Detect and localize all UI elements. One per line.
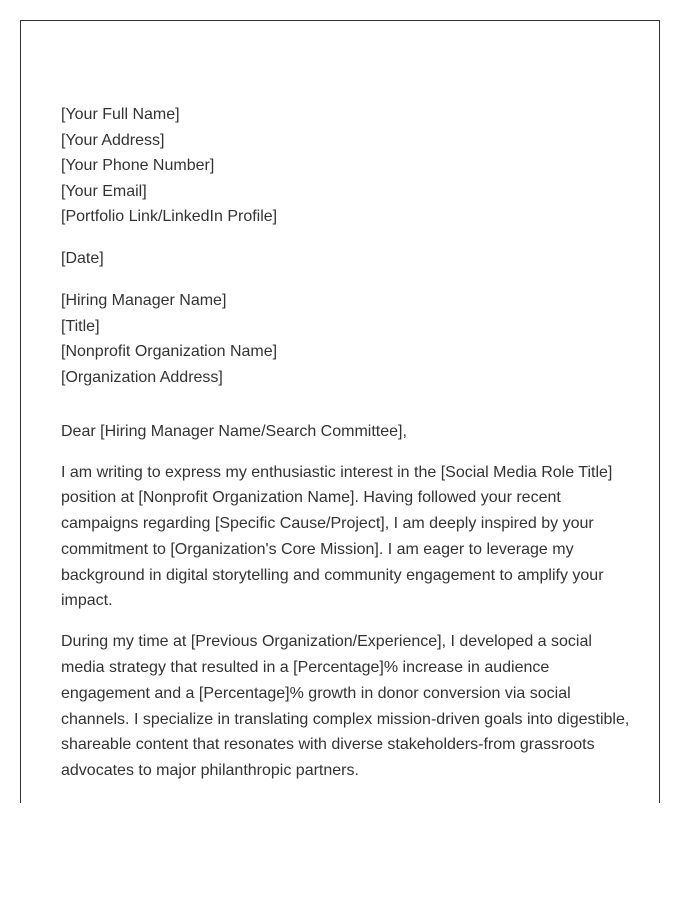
sender-phone: [Your Phone Number] [61, 157, 215, 174]
sender-portfolio: [Portfolio Link/LinkedIn Profile] [61, 208, 278, 225]
letter-date: [Date] [61, 250, 104, 267]
sender-email: [Your Email] [61, 182, 147, 200]
body-paragraph-intro: I am writing to express my enthusiastic interest in the [Social Media Role Title] position at [Nonprofit Organization Name]. Having followed your recent campaigns regarding [Specific Cause/Project], I am deeply inspired by your commitment to [Organization's Core Mission]. I am eager to leverage my background in digital storytelling and community engagement to amplify your impact. [61, 463, 613, 610]
sender-name: [Your Full Name] [61, 106, 180, 123]
salutation: Dear [Hiring Manager Name/Search Committee], [61, 423, 407, 440]
recipient-name: [Hiring Manager Name] [61, 292, 227, 309]
recipient-block [61, 288, 631, 390]
letter-content [61, 102, 631, 799]
body-paragraph-experience: During my time at [Previous Organization/Experience], I developed a social media strategy that resulted in a [Percentage]% increase in audience engagement and a [Percentage]% growth in donor conversion via social channels. I specialize in translating complex mission-driven goals into digestible, shareable content that resonates with diverse stakeholders-from grassroots advocates to major philanthropic partners. [61, 633, 630, 780]
recipient-organization: [Nonprofit Organization Name] [61, 343, 278, 360]
date-block [61, 246, 631, 272]
recipient-title: [Title] [61, 317, 100, 335]
letter-page [20, 20, 660, 803]
sender-block [61, 102, 631, 230]
sender-address: [Your Address] [61, 131, 165, 149]
recipient-address: [Organization Address] [61, 368, 223, 386]
